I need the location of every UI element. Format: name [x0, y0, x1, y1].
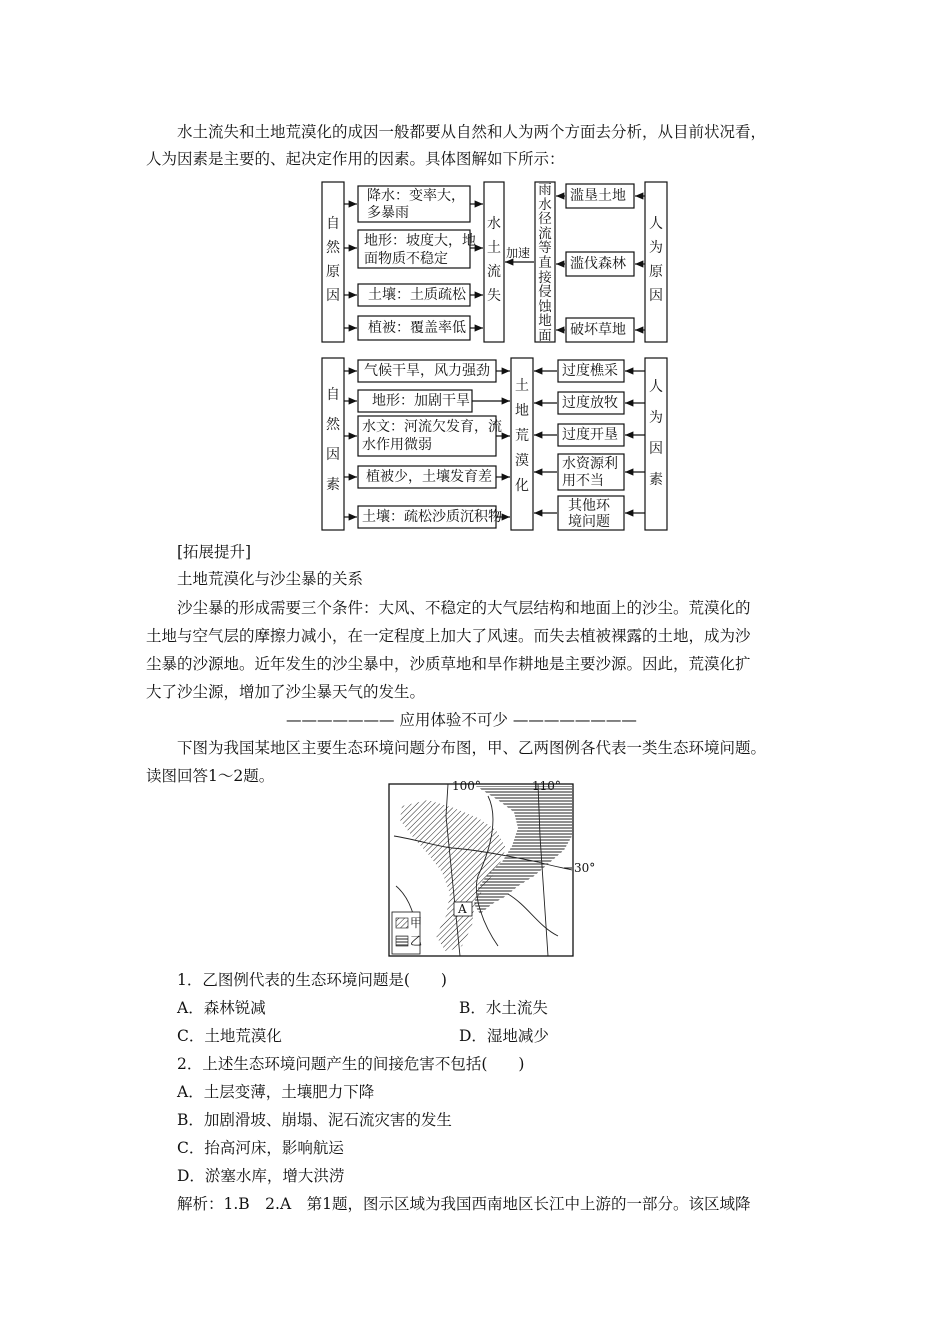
q2-option-b: B．加剧滑坡、崩塌、泥石流灾害的发生 — [177, 1111, 452, 1129]
q2-option-d: D．淤塞水库，增大洪涝 — [177, 1167, 345, 1185]
q1-option-c: C．土地荒漠化 — [177, 1027, 282, 1045]
d2-human-2: 过度放牧 — [562, 395, 618, 411]
d2-human-4a: 水资源利 — [562, 456, 618, 472]
d2-factor-climate: 气候干旱，风力强劲 — [364, 363, 490, 379]
q1-option-b: B．水土流失 — [459, 999, 548, 1017]
analysis-text: 解析：1.B 2.A 第1题，图示区域为我国西南地区长江中上游的一部分。该区域降 — [177, 1195, 751, 1213]
q2-stem: 2．上述生态环境问题产生的间接危害不包括( ) — [177, 1055, 525, 1073]
extend-line-4: 大了沙尘源，增加了沙尘暴天气的发生。 — [146, 683, 426, 701]
d1-human-1: 滥垦土地 — [570, 188, 626, 204]
map-point-a: A — [458, 902, 467, 916]
extend-heading: [拓展提升] — [177, 543, 252, 561]
d1-human-3: 破坏草地 — [570, 322, 626, 338]
d2-factor-terrain: 地形：加剧干旱 — [372, 393, 470, 409]
map-lon-110: 110° — [532, 779, 561, 793]
q1-stem: 1．乙图例代表的生态环境问题是( ) — [177, 971, 447, 989]
d1-speed-label: 加速 — [506, 246, 531, 260]
d2-factor-soil: 土壤：疏松沙质沉积物 — [362, 509, 502, 525]
d2-factor-water-2: 水作用微弱 — [362, 437, 432, 453]
section-title: ——————— 应用体验不可少 ———————— — [286, 711, 637, 729]
d1-factor-terrain-2: 面物质不稳定 — [364, 251, 448, 267]
d1-factor-terrain-1: 地形：坡度大，地 — [364, 233, 476, 249]
question-intro-1: 下图为我国某地区主要生态环境问题分布图，甲、乙两图例各代表一类生态环境问题。 — [177, 739, 767, 757]
d1-human-2: 滥伐森林 — [570, 256, 626, 272]
extend-line-2: 土地与空气层的摩擦力减小，在一定程度上加大了风速。而失去植被裸露的土地，成为沙 — [146, 627, 751, 645]
d1-human-label: 人为原因 — [649, 216, 663, 304]
map-lon-100: 100° — [452, 779, 481, 793]
d1-factor-rain-2: 多暴雨 — [367, 205, 409, 221]
d1-factor-rain-1: 降水：变率大， — [367, 188, 465, 204]
d2-human-3: 过度开垦 — [562, 427, 618, 443]
question-intro-2: 读图回答1～2题。 — [146, 767, 275, 785]
d2-factor-vegetation: 植被少，土壤发育差 — [366, 469, 492, 485]
map-legend-yi: 乙 — [410, 934, 423, 948]
d2-human-1: 过度樵采 — [562, 363, 618, 379]
extend-subheading: 土地荒漠化与沙尘暴的关系 — [177, 570, 364, 588]
extend-line-3: 尘暴的沙源地。近年发生的沙尘暴中，沙质草地和旱作耕地是主要沙源。因此，荒漠化扩 — [146, 655, 751, 673]
eco-problem-map — [388, 776, 610, 958]
map-legend-jia: 甲 — [410, 916, 423, 930]
d2-human-label: 人为因素 — [649, 379, 663, 488]
intro-line-1: 水土流失和土地荒漠化的成因一般都要从自然和人为两个方面去分析，从目前状况看， — [177, 123, 767, 141]
d1-factor-soil: 土壤：土质疏松 — [368, 287, 466, 303]
extend-line-1: 沙尘暴的形成需要三个条件：大风、不稳定的大气层结构和地面上的沙尘。荒漠化的 — [177, 599, 751, 617]
d2-factor-water-1: 水文：河流欠发育，流 — [362, 419, 502, 435]
q2-option-a: A．土层变薄，土壤肥力下降 — [177, 1083, 375, 1101]
d1-center-label: 水土流失 — [487, 216, 501, 304]
map-lat-30: 30° — [574, 861, 596, 875]
q1-option-a: A．森林锐减 — [177, 999, 266, 1017]
d1-natural-label: 自然原因 — [326, 216, 340, 304]
intro-line-2: 人为因素是主要的、起决定作用的因素。具体图解如下所示： — [146, 150, 565, 168]
d2-human-5a: 其他环 — [568, 498, 610, 514]
d1-mid-label: 雨水径流等直接侵蚀地面 — [538, 182, 552, 344]
q2-option-c: C．抬高河床，影响航运 — [177, 1139, 344, 1157]
d2-center-label: 土地荒漠化 — [515, 378, 529, 494]
d2-human-4b: 用不当 — [562, 473, 604, 489]
q1-option-d: D．湿地减少 — [459, 1027, 549, 1045]
d1-factor-vegetation: 植被：覆盖率低 — [368, 320, 466, 336]
d2-human-5b: 境问题 — [568, 514, 610, 530]
d2-natural-label: 自然因素 — [326, 387, 340, 493]
